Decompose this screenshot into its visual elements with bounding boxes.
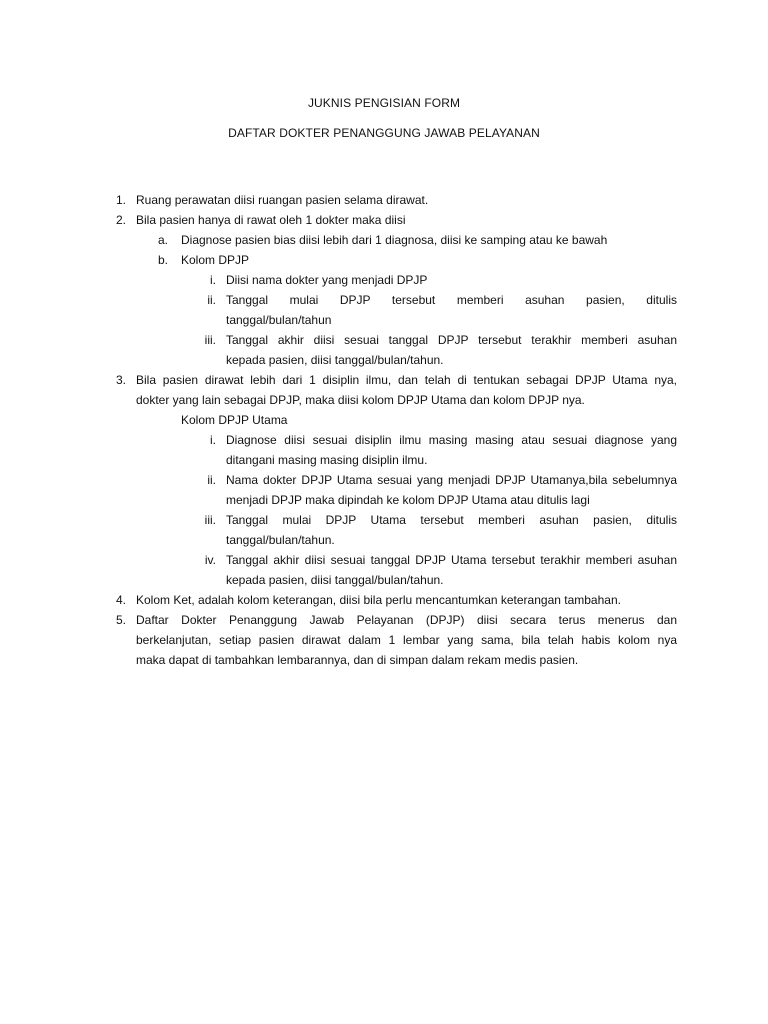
list-number: 2. [116,213,127,227]
list-item-text: Tanggal mulai DPJP tersebut memberi asuhan pasien, ditulis [226,293,677,307]
list-number: 4. [116,593,127,607]
list-item-text: Tanggal mulai DPJP Utama tersebut memberi asuhan pasien, ditulis [226,513,677,527]
list-roman: ii. [207,473,216,487]
list-item-text: Tanggal akhir diisi sesuai tanggal DPJP tersebut terakhir memberi asuhan [226,333,677,347]
list-roman: iii. [204,333,216,347]
list-item-text-cont: maka dapat di tambahkan lembarannya, dan di simpan dalam rekam medis pasien. [136,653,579,667]
list-item-text: Daftar Dokter Penanggung Jawab Pelayanan (DPJP) diisi secara terus menerus dan [136,613,677,627]
list-item-text-cont: menjadi DPJP maka dipindah ke kolom DPJP Utama atau ditulis lagi [226,493,590,507]
section-label: Kolom DPJP Utama [181,413,288,427]
list-number: 5. [116,613,127,627]
list-item-text: Diagnose pasien bias diisi lebih dari 1 diagnosa, diisi ke samping atau ke bawah [181,233,608,247]
list-number: 1. [116,193,127,207]
list-item-text: Nama dokter DPJP Utama sesuai yang menjadi DPJP Utamanya,bila sebelumnya [226,473,677,487]
list-item-text: Diagnose diisi sesuai disiplin ilmu masing masing atau sesuai diagnose yang [226,433,677,447]
list-roman: i. [210,273,216,287]
list-roman: i. [210,433,216,447]
list-item-text: Kolom Ket, adalah kolom keterangan, diisi bila perlu mencantumkan keterangan tambahan. [136,593,621,607]
document-subtitle: DAFTAR DOKTER PENANGGUNG JAWAB PELAYANAN [228,126,540,140]
list-item-text: Ruang perawatan diisi ruangan pasien selama dirawat. [136,193,429,207]
list-item-text-cont: kepada pasien, diisi tanggal/bulan/tahun. [226,573,444,587]
list-item-text-cont: ditangani masing masing disiplin ilmu. [226,453,428,467]
list-item-text: Bila pasien dirawat lebih dari 1 disiplin ilmu, dan telah di tentukan sebagai DPJP Utama nya, [136,373,677,387]
list-roman: iv. [204,553,216,567]
list-item-text: Diisi nama dokter yang menjadi DPJP [226,273,428,287]
list-item-text: Tanggal akhir diisi sesuai tanggal DPJP Utama tersebut terakhir memberi asuhan [226,553,677,567]
list-letter: a. [158,233,169,247]
list-roman: ii. [207,293,216,307]
list-item-text-cont: berkelanjutan, setiap pasien dirawat dalam 1 lembar yang sama, bila telah habis kolom nya [136,633,677,647]
list-item-text-cont: kepada pasien, diisi tanggal/bulan/tahun. [226,353,444,367]
list-number: 3. [116,373,127,387]
list-letter: b. [158,253,169,267]
list-item-text-cont: tanggal/bulan/tahun [226,313,332,327]
list-roman: iii. [204,513,216,527]
list-item-text: Bila pasien hanya di rawat oleh 1 dokter maka diisi [136,213,406,227]
list-item-text: Kolom DPJP [181,253,250,267]
list-item-text-cont: dokter yang lain sebagai DPJP, maka diisi kolom DPJP Utama dan kolom DPJP nya. [136,393,585,407]
list-item-text-cont: tanggal/bulan/tahun. [226,533,335,547]
document-title: JUKNIS PENGISIAN FORM [307,96,461,110]
